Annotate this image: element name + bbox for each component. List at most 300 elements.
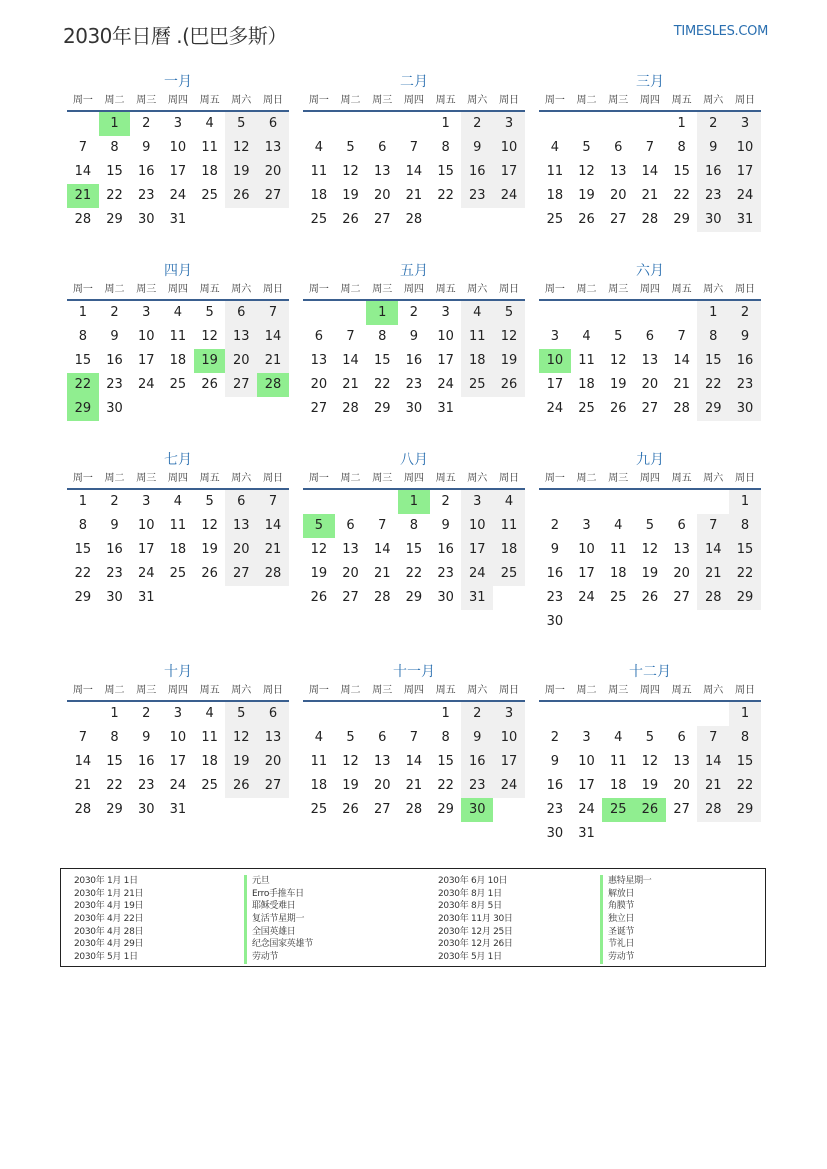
day-cell[interactable]: 5 <box>493 301 525 325</box>
day-cell[interactable]: 10 <box>578 754 595 769</box>
day-cell[interactable]: 27 <box>673 802 690 817</box>
day-cell[interactable]: 12 <box>225 136 257 160</box>
day-cell[interactable]: 31 <box>461 586 493 610</box>
day-cell[interactable]: 10 <box>137 518 155 533</box>
day-cell[interactable]: 5 <box>225 702 257 726</box>
day-cell[interactable]: 2 <box>697 112 729 136</box>
day-cell[interactable]: 28 <box>697 798 729 822</box>
day-cell[interactable]: 7 <box>677 329 686 344</box>
day-cell[interactable]: 14 <box>405 754 423 769</box>
day-cell[interactable]: 7 <box>409 730 419 745</box>
day-cell[interactable]: 18 <box>493 538 525 562</box>
day-cell[interactable]: 29 <box>106 212 123 227</box>
day-cell[interactable]: 10 <box>493 136 525 160</box>
day-cell[interactable]: 9 <box>409 329 419 344</box>
day-cell[interactable]: 9 <box>110 329 119 344</box>
day-cell[interactable]: 10 <box>578 542 595 557</box>
day-cell[interactable]: 14 <box>257 325 289 349</box>
day-cell[interactable]: 23 <box>461 184 493 208</box>
day-cell[interactable]: 16 <box>405 353 423 368</box>
day-cell[interactable]: 4 <box>550 140 559 155</box>
day-cell[interactable]: 8 <box>110 730 119 745</box>
day-cell[interactable]: 23 <box>546 802 564 817</box>
day-cell[interactable]: 9 <box>142 730 151 745</box>
day-cell[interactable]: 30 <box>137 212 155 227</box>
day-cell[interactable]: 8 <box>729 726 761 750</box>
day-cell[interactable]: 11 <box>169 518 187 533</box>
day-cell[interactable]: 3 <box>142 305 151 320</box>
day-cell[interactable]: 22 <box>729 562 761 586</box>
day-cell[interactable]: 12 <box>609 353 627 368</box>
day-cell[interactable]: 10 <box>729 136 761 160</box>
day-cell[interactable]: 5 <box>645 730 655 745</box>
day-cell[interactable]: 30 <box>697 208 729 232</box>
day-cell[interactable]: 27 <box>373 802 391 817</box>
day-cell[interactable]: 28 <box>405 212 423 227</box>
day-cell[interactable]: 17 <box>546 377 564 392</box>
day-cell[interactable]: 7 <box>378 518 387 533</box>
day-cell[interactable]: 8 <box>677 140 686 155</box>
day-cell[interactable]: 29 <box>373 401 391 416</box>
day-cell[interactable]: 19 <box>342 188 359 203</box>
day-cell[interactable]: 27 <box>310 401 328 416</box>
day-cell[interactable]: 26 <box>310 590 328 605</box>
day-cell[interactable]: 25 <box>310 212 328 227</box>
day-cell[interactable]: 19 <box>310 566 328 581</box>
day-cell[interactable]: 4 <box>493 490 525 514</box>
day-cell[interactable]: 9 <box>461 136 493 160</box>
day-cell[interactable]: 20 <box>609 188 627 203</box>
day-cell[interactable]: 18 <box>310 188 328 203</box>
day-cell[interactable]: 4 <box>314 730 323 745</box>
day-cell[interactable]: 17 <box>493 750 525 774</box>
day-cell[interactable]: 6 <box>346 518 355 533</box>
day-cell[interactable]: 9 <box>697 136 729 160</box>
day-cell[interactable]: 28 <box>373 590 391 605</box>
day-cell[interactable]: 25 <box>201 778 218 793</box>
day-cell[interactable]: 23 <box>461 774 493 798</box>
day-cell[interactable]: 1 <box>110 706 119 721</box>
day-cell[interactable]: 25 <box>461 373 493 397</box>
day-cell[interactable]: 7 <box>78 730 87 745</box>
day-cell[interactable]: 12 <box>342 754 359 769</box>
day-cell[interactable]: 9 <box>441 518 450 533</box>
day-cell[interactable]: 24 <box>461 562 493 586</box>
day-cell[interactable]: 10 <box>437 329 454 344</box>
day-cell[interactable]: 12 <box>225 726 257 750</box>
day-cell[interactable]: 26 <box>342 212 359 227</box>
day-cell[interactable]: 31 <box>578 826 595 841</box>
day-cell[interactable]: 3 <box>582 730 591 745</box>
day-cell[interactable]: 20 <box>673 778 690 793</box>
day-cell[interactable]: 4 <box>314 140 323 155</box>
day-cell[interactable]: 27 <box>641 401 659 416</box>
day-cell[interactable]: 27 <box>673 590 690 605</box>
day-cell[interactable]: 11 <box>201 730 218 745</box>
day-cell[interactable]: 24 <box>729 184 761 208</box>
holiday-day-cell[interactable]: 25 <box>602 798 634 822</box>
day-cell[interactable]: 29 <box>74 590 92 605</box>
day-cell[interactable]: 30 <box>546 826 564 841</box>
day-cell[interactable]: 3 <box>582 518 591 533</box>
day-cell[interactable]: 11 <box>310 164 328 179</box>
day-cell[interactable]: 1 <box>697 301 729 325</box>
day-cell[interactable]: 16 <box>697 160 729 184</box>
day-cell[interactable]: 22 <box>697 373 729 397</box>
day-cell[interactable]: 26 <box>201 566 218 581</box>
day-cell[interactable]: 16 <box>546 778 564 793</box>
day-cell[interactable]: 17 <box>578 566 595 581</box>
day-cell[interactable]: 8 <box>441 730 450 745</box>
day-cell[interactable]: 21 <box>405 778 423 793</box>
day-cell[interactable]: 6 <box>225 301 257 325</box>
day-cell[interactable]: 19 <box>225 750 257 774</box>
day-cell[interactable]: 29 <box>697 397 729 421</box>
day-cell[interactable]: 26 <box>609 401 627 416</box>
day-cell[interactable]: 11 <box>169 329 187 344</box>
holiday-day-cell[interactable]: 1 <box>366 301 398 325</box>
day-cell[interactable]: 18 <box>169 353 187 368</box>
day-cell[interactable]: 22 <box>106 778 123 793</box>
day-cell[interactable]: 27 <box>225 373 257 397</box>
day-cell[interactable]: 3 <box>441 305 450 320</box>
day-cell[interactable]: 26 <box>641 590 659 605</box>
day-cell[interactable]: 15 <box>405 542 423 557</box>
day-cell[interactable]: 8 <box>110 140 119 155</box>
day-cell[interactable]: 11 <box>546 164 564 179</box>
day-cell[interactable]: 11 <box>493 514 525 538</box>
day-cell[interactable]: 25 <box>578 401 595 416</box>
day-cell[interactable]: 12 <box>641 542 659 557</box>
day-cell[interactable]: 20 <box>310 377 328 392</box>
holiday-day-cell[interactable]: 26 <box>634 798 666 822</box>
day-cell[interactable]: 6 <box>225 490 257 514</box>
day-cell[interactable]: 25 <box>609 590 627 605</box>
day-cell[interactable]: 16 <box>106 542 123 557</box>
day-cell[interactable]: 4 <box>173 494 183 509</box>
day-cell[interactable]: 2 <box>409 305 419 320</box>
day-cell[interactable]: 24 <box>578 802 595 817</box>
day-cell[interactable]: 8 <box>78 329 87 344</box>
day-cell[interactable]: 30 <box>729 397 761 421</box>
day-cell[interactable]: 30 <box>405 401 423 416</box>
day-cell[interactable]: 21 <box>697 774 729 798</box>
day-cell[interactable]: 12 <box>578 164 595 179</box>
day-cell[interactable]: 18 <box>546 188 564 203</box>
day-cell[interactable]: 22 <box>437 778 454 793</box>
day-cell[interactable]: 11 <box>461 325 493 349</box>
day-cell[interactable]: 19 <box>609 377 627 392</box>
day-cell[interactable]: 14 <box>342 353 359 368</box>
day-cell[interactable]: 13 <box>225 325 257 349</box>
day-cell[interactable]: 3 <box>729 112 761 136</box>
day-cell[interactable]: 10 <box>137 329 155 344</box>
day-cell[interactable]: 19 <box>578 188 595 203</box>
day-cell[interactable]: 23 <box>437 566 454 581</box>
day-cell[interactable]: 12 <box>310 542 328 557</box>
day-cell[interactable]: 3 <box>493 112 525 136</box>
day-cell[interactable]: 18 <box>609 778 627 793</box>
day-cell[interactable]: 3 <box>142 494 151 509</box>
day-cell[interactable]: 18 <box>201 164 218 179</box>
day-cell[interactable]: 17 <box>729 160 761 184</box>
day-cell[interactable]: 4 <box>582 329 591 344</box>
day-cell[interactable]: 6 <box>614 140 623 155</box>
day-cell[interactable]: 10 <box>493 726 525 750</box>
day-cell[interactable]: 28 <box>697 586 729 610</box>
day-cell[interactable]: 19 <box>225 160 257 184</box>
day-cell[interactable]: 21 <box>697 562 729 586</box>
day-cell[interactable]: 27 <box>373 212 391 227</box>
day-cell[interactable]: 7 <box>645 140 655 155</box>
day-cell[interactable]: 5 <box>346 730 355 745</box>
day-cell[interactable]: 7 <box>257 301 289 325</box>
day-cell[interactable]: 8 <box>729 514 761 538</box>
day-cell[interactable]: 21 <box>342 377 359 392</box>
day-cell[interactable]: 5 <box>346 140 355 155</box>
day-cell[interactable]: 15 <box>437 164 454 179</box>
day-cell[interactable]: 2 <box>461 702 493 726</box>
day-cell[interactable]: 13 <box>641 353 659 368</box>
day-cell[interactable]: 17 <box>578 778 595 793</box>
day-cell[interactable]: 13 <box>342 542 359 557</box>
day-cell[interactable]: 16 <box>137 164 155 179</box>
day-cell[interactable]: 13 <box>373 164 391 179</box>
day-cell[interactable]: 24 <box>169 188 187 203</box>
day-cell[interactable]: 21 <box>74 778 92 793</box>
day-cell[interactable]: 28 <box>641 212 659 227</box>
day-cell[interactable]: 5 <box>225 112 257 136</box>
day-cell[interactable]: 4 <box>173 305 183 320</box>
day-cell[interactable]: 27 <box>257 184 289 208</box>
day-cell[interactable]: 13 <box>257 136 289 160</box>
day-cell[interactable]: 6 <box>257 702 289 726</box>
day-cell[interactable]: 30 <box>106 590 123 605</box>
day-cell[interactable]: 6 <box>378 140 387 155</box>
day-cell[interactable]: 23 <box>137 778 155 793</box>
day-cell[interactable]: 18 <box>461 349 493 373</box>
day-cell[interactable]: 16 <box>461 160 493 184</box>
day-cell[interactable]: 13 <box>673 754 690 769</box>
day-cell[interactable]: 15 <box>373 353 391 368</box>
day-cell[interactable]: 20 <box>257 160 289 184</box>
day-cell[interactable]: 29 <box>673 212 690 227</box>
day-cell[interactable]: 20 <box>257 750 289 774</box>
day-cell[interactable]: 23 <box>697 184 729 208</box>
day-cell[interactable]: 11 <box>310 754 328 769</box>
holiday-day-cell[interactable]: 30 <box>461 798 493 822</box>
day-cell[interactable]: 23 <box>546 590 564 605</box>
day-cell[interactable]: 20 <box>373 778 391 793</box>
day-cell[interactable]: 20 <box>225 349 257 373</box>
day-cell[interactable]: 27 <box>342 590 359 605</box>
day-cell[interactable]: 24 <box>437 377 454 392</box>
day-cell[interactable]: 21 <box>405 188 423 203</box>
day-cell[interactable]: 27 <box>257 774 289 798</box>
holiday-day-cell[interactable]: 1 <box>99 112 131 136</box>
holiday-day-cell[interactable]: 28 <box>257 373 289 397</box>
day-cell[interactable]: 22 <box>437 188 454 203</box>
day-cell[interactable]: 8 <box>409 518 419 533</box>
holiday-day-cell[interactable]: 19 <box>194 349 226 373</box>
day-cell[interactable]: 15 <box>106 164 123 179</box>
day-cell[interactable]: 1 <box>78 305 87 320</box>
day-cell[interactable]: 20 <box>342 566 359 581</box>
day-cell[interactable]: 15 <box>729 538 761 562</box>
day-cell[interactable]: 22 <box>373 377 391 392</box>
day-cell[interactable]: 29 <box>729 586 761 610</box>
day-cell[interactable]: 5 <box>582 140 591 155</box>
day-cell[interactable]: 3 <box>461 490 493 514</box>
day-cell[interactable]: 2 <box>461 112 493 136</box>
day-cell[interactable]: 21 <box>673 377 690 392</box>
day-cell[interactable]: 17 <box>493 160 525 184</box>
day-cell[interactable]: 20 <box>225 538 257 562</box>
day-cell[interactable]: 21 <box>641 188 659 203</box>
day-cell[interactable]: 25 <box>546 212 564 227</box>
day-cell[interactable]: 6 <box>677 730 686 745</box>
day-cell[interactable]: 1 <box>441 116 450 131</box>
day-cell[interactable]: 1 <box>729 702 761 726</box>
day-cell[interactable]: 2 <box>110 305 119 320</box>
day-cell[interactable]: 7 <box>78 140 87 155</box>
day-cell[interactable]: 15 <box>729 750 761 774</box>
day-cell[interactable]: 25 <box>169 377 187 392</box>
day-cell[interactable]: 5 <box>205 305 214 320</box>
day-cell[interactable]: 23 <box>137 188 155 203</box>
day-cell[interactable]: 30 <box>106 401 123 416</box>
day-cell[interactable]: 15 <box>106 754 123 769</box>
day-cell[interactable]: 15 <box>673 164 690 179</box>
day-cell[interactable]: 19 <box>641 778 659 793</box>
day-cell[interactable]: 24 <box>493 184 525 208</box>
day-cell[interactable]: 23 <box>405 377 423 392</box>
day-cell[interactable]: 9 <box>142 140 151 155</box>
holiday-day-cell[interactable]: 22 <box>67 373 99 397</box>
day-cell[interactable]: 9 <box>110 518 119 533</box>
day-cell[interactable]: 13 <box>225 514 257 538</box>
day-cell[interactable]: 28 <box>257 562 289 586</box>
day-cell[interactable]: 3 <box>173 116 183 131</box>
day-cell[interactable]: 17 <box>169 754 187 769</box>
day-cell[interactable]: 1 <box>729 490 761 514</box>
day-cell[interactable]: 25 <box>493 562 525 586</box>
day-cell[interactable]: 17 <box>461 538 493 562</box>
day-cell[interactable]: 3 <box>173 706 183 721</box>
day-cell[interactable]: 5 <box>614 329 623 344</box>
day-cell[interactable]: 29 <box>729 798 761 822</box>
day-cell[interactable]: 26 <box>201 377 218 392</box>
day-cell[interactable]: 11 <box>609 542 627 557</box>
day-cell[interactable]: 14 <box>405 164 423 179</box>
day-cell[interactable]: 8 <box>697 325 729 349</box>
day-cell[interactable]: 3 <box>493 702 525 726</box>
day-cell[interactable]: 2 <box>110 494 119 509</box>
day-cell[interactable]: 2 <box>729 301 761 325</box>
day-cell[interactable]: 21 <box>373 566 391 581</box>
day-cell[interactable]: 6 <box>378 730 387 745</box>
day-cell[interactable]: 16 <box>461 750 493 774</box>
day-cell[interactable]: 2 <box>142 706 151 721</box>
day-cell[interactable]: 7 <box>697 726 729 750</box>
day-cell[interactable]: 25 <box>310 802 328 817</box>
day-cell[interactable]: 28 <box>74 212 92 227</box>
day-cell[interactable]: 21 <box>257 349 289 373</box>
day-cell[interactable]: 14 <box>74 164 92 179</box>
day-cell[interactable]: 30 <box>137 802 155 817</box>
day-cell[interactable]: 5 <box>645 518 655 533</box>
day-cell[interactable]: 27 <box>225 562 257 586</box>
day-cell[interactable]: 17 <box>137 542 155 557</box>
day-cell[interactable]: 22 <box>729 774 761 798</box>
day-cell[interactable]: 28 <box>405 802 423 817</box>
day-cell[interactable]: 6 <box>677 518 686 533</box>
day-cell[interactable]: 22 <box>405 566 423 581</box>
day-cell[interactable]: 26 <box>578 212 595 227</box>
day-cell[interactable]: 31 <box>729 208 761 232</box>
day-cell[interactable]: 24 <box>137 566 155 581</box>
day-cell[interactable]: 25 <box>201 188 218 203</box>
day-cell[interactable]: 26 <box>225 774 257 798</box>
day-cell[interactable]: 5 <box>205 494 214 509</box>
day-cell[interactable]: 10 <box>169 730 187 745</box>
day-cell[interactable]: 13 <box>310 353 328 368</box>
day-cell[interactable]: 12 <box>493 325 525 349</box>
day-cell[interactable]: 2 <box>142 116 151 131</box>
day-cell[interactable]: 15 <box>74 353 92 368</box>
day-cell[interactable]: 28 <box>673 401 690 416</box>
day-cell[interactable]: 26 <box>493 373 525 397</box>
day-cell[interactable]: 16 <box>729 349 761 373</box>
day-cell[interactable]: 19 <box>641 566 659 581</box>
day-cell[interactable]: 28 <box>342 401 359 416</box>
day-cell[interactable]: 15 <box>74 542 92 557</box>
day-cell[interactable]: 29 <box>106 802 123 817</box>
day-cell[interactable]: 17 <box>169 164 187 179</box>
day-cell[interactable]: 4 <box>205 706 214 721</box>
day-cell[interactable]: 2 <box>550 730 559 745</box>
day-cell[interactable]: 25 <box>169 566 187 581</box>
day-cell[interactable]: 19 <box>201 542 218 557</box>
day-cell[interactable]: 13 <box>609 164 627 179</box>
day-cell[interactable]: 14 <box>257 514 289 538</box>
day-cell[interactable]: 18 <box>609 566 627 581</box>
day-cell[interactable]: 14 <box>74 754 92 769</box>
day-cell[interactable]: 29 <box>405 590 423 605</box>
day-cell[interactable]: 28 <box>74 802 92 817</box>
day-cell[interactable]: 23 <box>106 377 123 392</box>
day-cell[interactable]: 22 <box>74 566 92 581</box>
holiday-day-cell[interactable]: 29 <box>67 397 99 421</box>
day-cell[interactable]: 16 <box>106 353 123 368</box>
holiday-day-cell[interactable]: 10 <box>539 349 571 373</box>
day-cell[interactable]: 15 <box>697 349 729 373</box>
day-cell[interactable]: 13 <box>673 542 690 557</box>
day-cell[interactable]: 8 <box>378 329 387 344</box>
day-cell[interactable]: 18 <box>310 778 328 793</box>
day-cell[interactable]: 6 <box>645 329 655 344</box>
day-cell[interactable]: 27 <box>609 212 627 227</box>
day-cell[interactable]: 11 <box>578 353 595 368</box>
day-cell[interactable]: 24 <box>169 778 187 793</box>
day-cell[interactable]: 9 <box>550 754 559 769</box>
day-cell[interactable]: 14 <box>641 164 659 179</box>
day-cell[interactable]: 24 <box>578 590 595 605</box>
day-cell[interactable]: 14 <box>373 542 391 557</box>
day-cell[interactable]: 21 <box>257 538 289 562</box>
day-cell[interactable]: 11 <box>609 754 627 769</box>
day-cell[interactable]: 29 <box>437 802 454 817</box>
